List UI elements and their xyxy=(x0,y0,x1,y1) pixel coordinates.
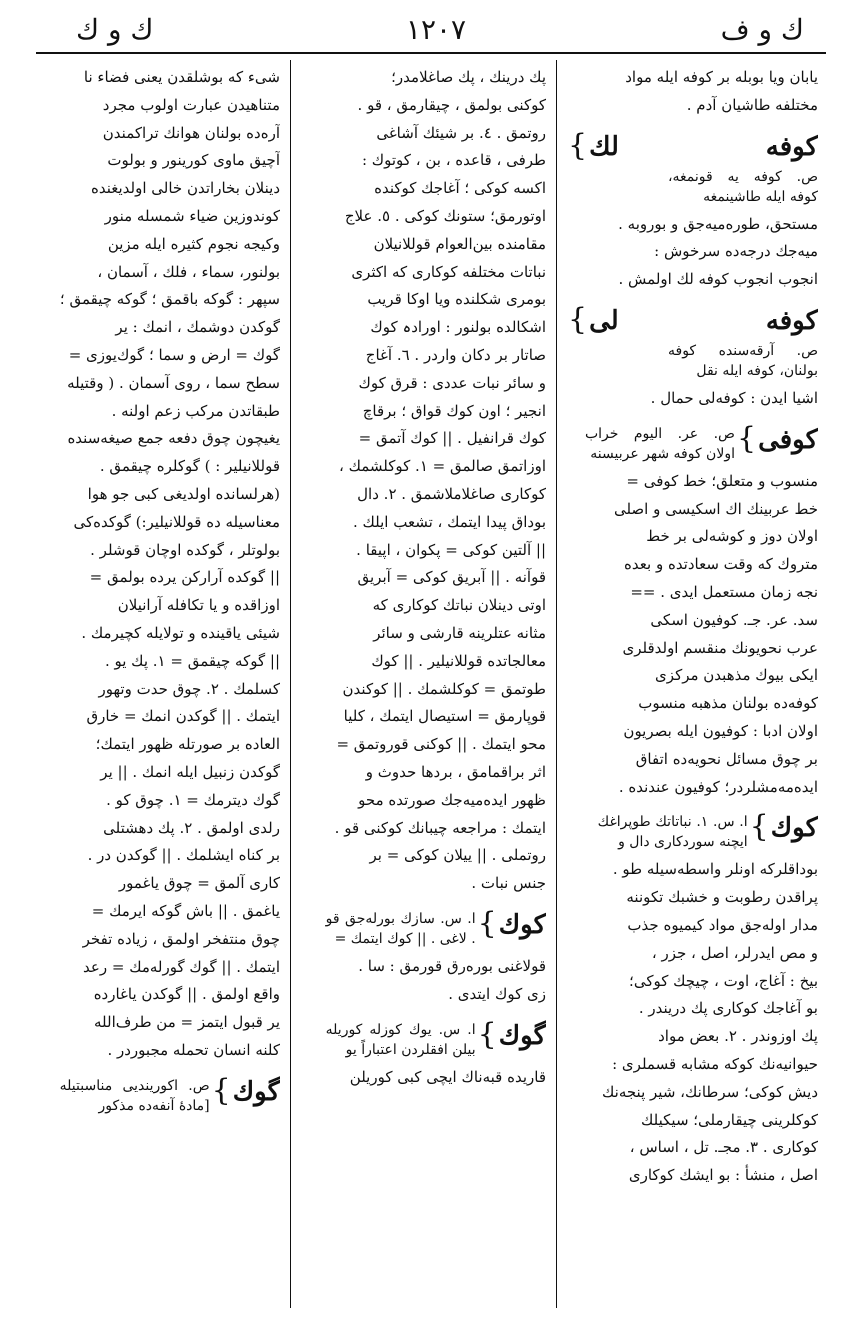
entry-definition: ص. عر. الیوم خراب اولان کوفه شهر عربیسنه xyxy=(584,425,735,462)
text-line: مقامنده بین‌العوام قوللانیلان xyxy=(373,234,546,253)
text-line: اوتورمق؛ ستونك کوکی . ٥. علاج xyxy=(344,206,546,225)
column-right xyxy=(566,64,818,1304)
entry-headword: گوك xyxy=(498,1020,546,1051)
text-line: ایکی بیوك مذهبدن مرکزی xyxy=(655,666,818,685)
text-line: پك درینك ، پك صاغلامدر؛ xyxy=(391,68,546,86)
text-line: اشیا ایدن : کوفه‌لی حمال . xyxy=(650,388,818,407)
text-line: اکسه کوکی ؛ آغاجك کوکنده xyxy=(374,179,546,198)
text-line: پراقدن رطوبت و خشبك تکوننه xyxy=(626,888,818,907)
text-line: خط عربینك اك اسکیسی و اصلی xyxy=(613,499,818,518)
text-line: دیش کوکی؛ سرطانك، شیر پنجه‌نك xyxy=(602,1082,818,1101)
entry-headword: گوك xyxy=(232,1076,280,1107)
text-line: متروك که وقت سعادتده و بعده xyxy=(624,555,818,574)
text-line: کوك قرانفیل . || کوك آتمق = xyxy=(358,429,546,448)
text-line: نباتات مختلفه کوکاری که اکثری xyxy=(351,262,546,281)
text-line: واقع اولمق . || گوکدن یاغارده xyxy=(93,985,280,1004)
text-line: مختلفه طاشیان آدم . xyxy=(686,95,818,114)
left-running-head: ك و ك xyxy=(76,13,154,46)
text-line: کوکاری . ٣. مجـ. تل ، اساس ، xyxy=(629,1138,818,1157)
text-line: انجوب انجوب کوفه لك اولمش . xyxy=(618,270,818,289)
brace-glyph: } xyxy=(568,301,588,337)
text-line: ایتمك . || گوکدن انمك = خارق xyxy=(86,707,280,726)
text-line: سپهر : گوکه باقمق ؛ گوکه چیقمق ؛ xyxy=(59,290,280,309)
entry-definition: ا. س. ١. نباتاتك طوپراغك ایچنه سوردکاری دال و xyxy=(597,814,748,851)
text-line: چوق منتفخر اولمق ، زیاده تفخر xyxy=(82,929,280,948)
text-line: بولنور، سماء ، فلك ، آسمان ، xyxy=(97,262,280,281)
text-line: شیئی یاقینده و تولایله کچیرمك . xyxy=(81,623,280,642)
text-line: قوپارمق = استیصال ایتمك ، کلیا xyxy=(343,707,546,726)
text-line: بوداق پیدا ایتمك ، تشعب ایلك . xyxy=(352,512,546,531)
dictionary-entry xyxy=(566,419,818,464)
text-line: صاتار بر دکان واردر . ٦. آغاج xyxy=(365,345,546,364)
text-line: دینلان بخاراتدن خالی اولدیغنده xyxy=(91,179,280,198)
brace-glyph: } xyxy=(749,809,769,845)
entry-headword: کوفه لی xyxy=(589,305,818,336)
dictionary-entry xyxy=(566,300,818,381)
text-line: اولان ادبا : کوفیون ایله بصریون xyxy=(623,721,818,740)
text-line: اشکالده بولنور : اورادہ کوك xyxy=(370,318,546,337)
text-line: طرفی ، قاعده ، بن ، کوتوك : xyxy=(361,151,546,170)
brace-glyph: } xyxy=(736,420,757,456)
text-line: ایتمك . || گوك گورله‌مك = رعد xyxy=(83,957,280,976)
brace-glyph: } xyxy=(211,1072,231,1108)
entry-definition: ص. کوفه یه قونمغه، کوفه ایله طاشینمغه xyxy=(668,168,818,205)
text-line: ایده‌مه‌مشلردر؛ کوفیون عندنده . xyxy=(618,777,818,796)
text-line: منسوب و متعلق؛ خط کوفی = xyxy=(626,471,818,490)
text-line: گوکدن زنبیل ایله انمك . || یر xyxy=(100,762,280,781)
dictionary-entry xyxy=(566,807,818,852)
text-line: کوکاری صاغلاملاشمق . ٢. دال xyxy=(357,484,546,503)
dictionary-entry xyxy=(300,904,546,949)
entry-definition: ا. س. سازك بورله‌جق قو . لاغی . || کوك ایتمك = xyxy=(325,910,476,947)
text-line: نجه زمان مستعمل ایدی . == xyxy=(630,582,818,601)
dictionary-entry xyxy=(566,126,818,207)
text-line: متناهیدن عبارت اولوب مجرد xyxy=(102,95,280,114)
text-line: || آلتین کوکی = پکوان ، اپیقا . xyxy=(356,540,546,559)
text-line: مثانه عتلرینه قارشی و سائر xyxy=(373,623,546,642)
text-line: کلنه انسان تحمله مجبوردر . xyxy=(107,1040,280,1059)
text-line: قولاغنی بوره‌رق قورمق : سا . xyxy=(358,956,546,975)
text-line: بولوتلر ، گوکده اوچان قوشلر . xyxy=(90,540,280,559)
text-line: قوآنه . || آبریق کوکی = آبریق xyxy=(357,568,546,587)
text-line: اثر براقمامق ، بردها حدوث و xyxy=(365,762,546,781)
text-line: سطح سما ، روی آسمان . ( وقتیله xyxy=(67,373,280,392)
text-line: جنس نبات . xyxy=(471,874,546,893)
text-line: گوك = ارض و سما ؛ گوك‌یوزی = xyxy=(68,345,280,364)
page-number: ١٢٠٧ xyxy=(405,13,467,46)
text-line: بر چوق مسائل نحویه‌ده اتفاق xyxy=(635,749,818,768)
entry-definition: ا. س. یوك کوزله کوریله بیلن افقلردن اعتباراً یو xyxy=(325,1021,476,1058)
text-line: یغیچون چوق دفعه جمع صیغه‌سنده xyxy=(67,429,280,448)
text-line: کوکلرینی چیقارملی؛ سیکیلك xyxy=(641,1110,818,1129)
text-line: طوتمق = کوکلشمك . || کوکندن xyxy=(342,679,546,698)
text-line: کوکنی بولمق ، چیقارمق ، قو . xyxy=(357,95,546,114)
text-line: (هرلسانده اولدیغی کبی جو هوا xyxy=(87,484,280,503)
text-line: قوللانیلیر : ) گوکلره چیقمق . xyxy=(99,457,280,476)
text-line: گوك دیترمك = ١. چوق کو . xyxy=(106,790,280,809)
text-line: روتملی . || ییلان کوکی = بر xyxy=(369,846,546,865)
text-line: || گوکده آرارکن یرده بولمق = xyxy=(89,568,280,587)
text-line: اولان دوز و کوشه‌لی بر خط xyxy=(646,527,818,546)
text-line: معناسیله ده قوللانیلیر:) گوکده‌کی xyxy=(73,512,280,531)
text-line: یابان ویا بوبله بر کوفه ایله مواد xyxy=(625,68,818,86)
text-line: قاریده قبه‌ناك ایچی کبی کوریلن xyxy=(349,1067,546,1086)
text-line: شیء که بوشلقدن یعنی فضاء نا xyxy=(83,68,280,86)
text-line: روتمق . ٤. بر شیئك آشاغی xyxy=(376,123,546,142)
text-line: رلدی اولمق . ٢. پك دهشتلی xyxy=(103,818,280,837)
entry-headword: کوك xyxy=(498,909,546,940)
text-line: اوزاقده و یا تکافله آرانیلان xyxy=(117,596,280,615)
text-line: || گوکه چیقمق = ١. پك یو . xyxy=(104,651,280,670)
text-line: عرب نحویونك منقسم اولدقلری xyxy=(622,638,818,657)
text-line: کسلمك . ٢. چوق حدت وتهور xyxy=(98,679,280,698)
brace-glyph: } xyxy=(568,127,588,163)
column-divider xyxy=(556,60,557,1308)
column-middle xyxy=(300,64,546,1304)
text-line: و مص ایدرلر، اصل ، جزر ، xyxy=(651,943,818,962)
text-line: سد. عر. جـ. کوفیون اسکی xyxy=(650,610,818,629)
dictionary-entry xyxy=(300,1015,546,1060)
column-left xyxy=(38,64,280,1304)
text-line: ایتمك : مراجعه چیبانك کوکنی قو . xyxy=(334,818,546,837)
brace-glyph: } xyxy=(477,1016,497,1052)
text-line: و سائر نبات عددی : قرق کوك xyxy=(358,373,546,392)
text-line: ظهور ایده‌میه‌جك صورتده محو xyxy=(358,790,546,809)
running-header xyxy=(36,8,826,54)
entry-headword: کوك xyxy=(770,813,818,844)
text-line: بیخ : آغاج، اوت ، چیچك کوکی؛ xyxy=(629,971,818,990)
column-divider xyxy=(290,60,291,1308)
text-line: کاری آلمق = چوق یاغمور xyxy=(118,874,280,893)
text-line: یر قبول ایتمز = من طرف‌الله xyxy=(94,1013,280,1032)
text-line: بر کناه ایشلمك . || گوکدن در . xyxy=(87,846,280,865)
brace-glyph: } xyxy=(477,905,497,941)
dictionary-entry xyxy=(38,1071,280,1116)
text-line: اوزاتمق صالمق = ١. کوکلشمك ، xyxy=(338,457,546,476)
text-line: بومری شکلنده ویا اوکا قریب xyxy=(367,290,546,309)
text-line: اوتی دینلان نباتك کوکاری که xyxy=(372,596,546,615)
text-line: انجیر ؛ اون کوك قواق ؛ برقاچ xyxy=(362,401,546,420)
text-line: پك اوزوندر . ٢. بعض مواد xyxy=(658,1027,818,1046)
text-line: معالجاتده قوللانیلیر . || کوك xyxy=(371,651,546,670)
text-line: حیوانیه‌نك کوکه مشابه قسملری : xyxy=(612,1054,818,1073)
text-line: یاغمق . || باش گوکه ایرمك = xyxy=(91,901,280,920)
text-line: وکیجه نجوم کثیره ایله مزین xyxy=(107,234,280,253)
text-line: زی کوك ایتدی . xyxy=(448,984,546,1003)
text-line: گوکدن دوشمك ، انمك : یر xyxy=(115,318,280,337)
entry-definition: ص. آرقه‌سنده کوفه بولنان، کوفه ایله نقل xyxy=(668,342,818,379)
text-line: میه‌جك درجه‌ده سرخوش : xyxy=(654,242,818,261)
entry-headword: کوفه لك xyxy=(589,131,818,162)
text-line: آره‌ده بولنان هوانك تراکمندن xyxy=(102,123,280,142)
right-running-head: ك و ف xyxy=(720,13,804,46)
text-line: اصل ، منشأ : بو ایشك کوکاری xyxy=(628,1166,818,1185)
text-line: کوندوزین ضیاء شمسله منور xyxy=(104,206,280,225)
text-line: بوداقلرکه اونلر واسطه‌سیله طو . xyxy=(612,860,818,879)
text-line: آچیق ماوی کورینور و بولوت xyxy=(107,151,280,170)
text-line: محو ایتمك . || کوکنی قوروتمق = xyxy=(336,735,546,754)
entry-headword: کوفی xyxy=(758,424,818,455)
text-line: طبقاتدن مرکب زعم اولنه . xyxy=(111,401,280,420)
text-line: العاده بر صورتله ظهور ایتمك؛ xyxy=(95,735,280,754)
entry-definition: ص. اکوریندیی مناسبتیله [مادهٔ آنفه‌ده مذکور xyxy=(59,1077,210,1114)
text-line: مدار اوله‌جق مواد کیمیوه جذب xyxy=(627,915,818,934)
text-line: بو آغاجك کوکاری پك دریندر . xyxy=(638,999,818,1018)
text-line: کوفه‌ده بولنان مذهبه منسوب xyxy=(638,694,818,713)
text-line: مستحق، طوره‌میه‌جق و بوروبه . xyxy=(618,214,818,233)
